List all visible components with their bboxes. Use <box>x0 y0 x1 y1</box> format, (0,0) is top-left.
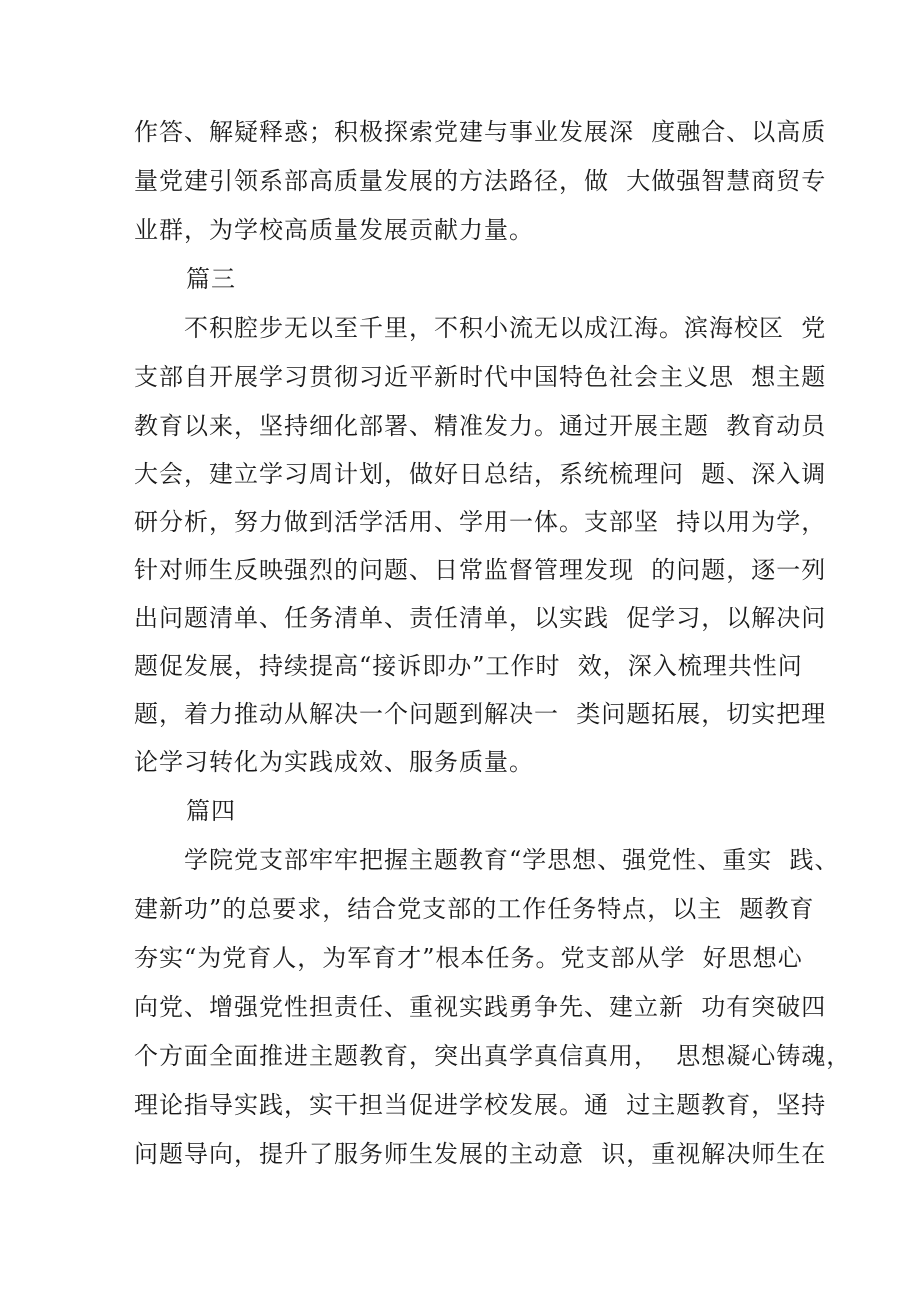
section-heading-four: 篇四 <box>186 797 236 825</box>
paragraph-line: 研分析，努力做到活学活用、学用一体。支部坚 持以用为学， <box>134 508 827 536</box>
paragraph-line: 不积腔步无以至千里，不积小流无以成江海。滨海校区 党 <box>184 314 827 342</box>
paragraph-line: 出问题清单、任务清单、责任清单，以实践 促学习，以解决问 <box>134 604 827 632</box>
paragraph-line: 个方面全面推进主题教育，突出真学真信真用， 思想凝心铸魂， <box>134 1042 852 1070</box>
paragraph-line: 业群，为学校高质量发展贡献力量。 <box>134 216 534 244</box>
paragraph-line: 大会，建立学习周计划，做好日总结，系统梳理问 题、深入调 <box>134 460 827 488</box>
paragraph-line: 量党建引领系部高质量发展的方法路径，做 大做强智慧商贸专 <box>134 167 827 195</box>
paragraph-line: 理论指导实践，实干担当促进学校发展。通 过主题教育，坚持 <box>134 1091 827 1119</box>
paragraph-line: 题，着力推动从解决一个问题到解决一 类问题拓展，切实把理 <box>134 700 827 728</box>
paragraph-line: 作答、解疑释惑；积极探索党建与事业发展深 度融合、以高质 <box>134 118 827 146</box>
paragraph-line: 学院党支部牢牢把握主题教育“学思想、强党性、重实 践、 <box>184 846 840 874</box>
paragraph-line: 向党、增强党性担责任、重视实践勇争先、建立新 功有突破四 <box>134 993 827 1021</box>
paragraph-line: 题促发展，持续提高“接诉即办”工作时 效，深入梳理共性问 <box>134 652 803 680</box>
paragraph-line: 问题导向，提升了服务师生发展的主动意 识，重视解决师生在 <box>134 1140 827 1168</box>
paragraph-line: 支部自开展学习贯彻习近平新时代中国特色社会主义思 想主题 <box>134 363 827 391</box>
paragraph-line: 教育以来，坚持细化部署、精准发力。通过开展主题 教育动员 <box>134 412 827 440</box>
paragraph-line: 针对师生反映强烈的问题、日常监督管理发现 的问题，逐一列 <box>134 556 827 584</box>
paragraph-line: 夯实“为党育人，为军育才”根本任务。党支部从学 好思想心 <box>134 944 803 972</box>
section-heading-three: 篇三 <box>186 265 236 293</box>
paragraph-line: 建新功”的总要求，结合党支部的工作任务特点，以主 题教育 <box>134 895 815 923</box>
paragraph-line: 论学习转化为实践成效、服务质量。 <box>134 748 534 776</box>
